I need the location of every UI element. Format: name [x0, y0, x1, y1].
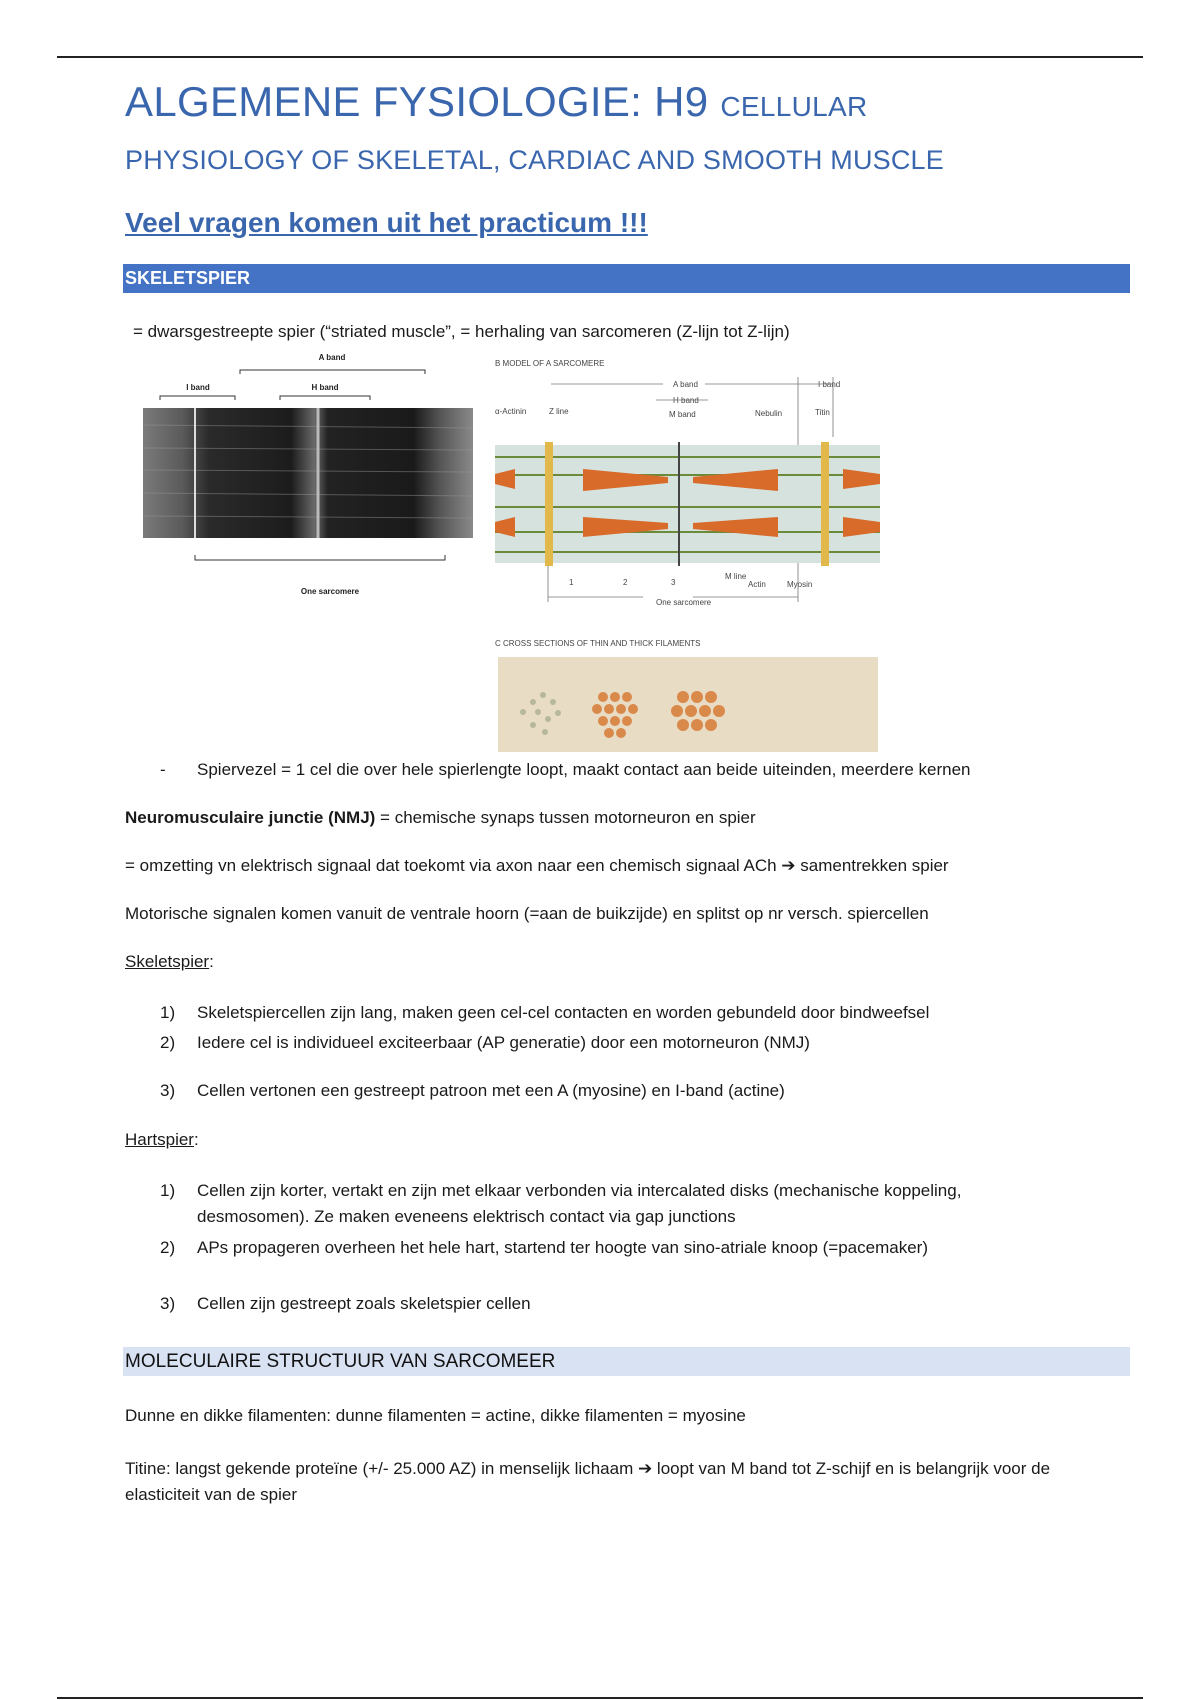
skeletspier-heading: Skeletspier:	[125, 952, 214, 971]
list-item: 3) Cellen vertonen een gestreept patroon met een A (myosine) en I-band (actine)	[160, 1081, 785, 1100]
section-heading-sarcomeer: MOLECULAIRE STRUCTUUR VAN SARCOMEER	[123, 1347, 1130, 1376]
motor-signals-line: Motorische signalen komen vanuit de ventrale hoorn (=aan de buikzijde) en splitst op nr versch. spiercellen	[125, 904, 929, 923]
panel-b-label: B MODEL OF A SARCOMERE	[495, 359, 605, 368]
nmj-line	[125, 807, 756, 829]
practicum-note: Veel vragen komen uit het practicum !!!	[125, 207, 648, 238]
list-item: 1) Cellen zijn korter, vertakt en zijn met elkaar verbonden via intercalated disks (mechanische koppeling, desmosomen). Ze maken eveneens elektrisch contact via gap junctions	[160, 1181, 962, 1226]
label-i-band-model: I band	[818, 380, 841, 389]
sarcomere-micrograph	[140, 350, 480, 605]
label-h-band-model: H band	[673, 396, 699, 405]
bullet-spiervezel: Spiervezel = 1 cel die over hele spierlengte loopt, maakt contact aan beide uiteinden, meerdere kernen	[197, 760, 971, 779]
bullet-dash: -	[160, 760, 166, 779]
label-one-sarcomere: One sarcomere	[300, 587, 360, 596]
title-suffix: CELLULAR	[720, 91, 868, 122]
label-nebulin: Nebulin	[755, 409, 783, 418]
intro-line: = dwarsgestreepte spier (“striated muscle”, = herhaling van sarcomeren (Z-lijn tot Z-lijn)	[133, 322, 790, 341]
section-heading-skeletspier: SKELETSPIER	[123, 264, 1130, 293]
arrow-icon: ➔	[781, 856, 796, 875]
label-n1: 1	[569, 578, 574, 587]
nmj-definition: = chemische synaps tussen motorneuron en spier	[375, 808, 756, 827]
label-actin: Actin	[748, 580, 766, 589]
label-titin: Titin	[815, 408, 830, 417]
label-alpha-actinin: α-Actinin	[495, 407, 527, 416]
label-a-band: A band	[318, 353, 346, 362]
label-z-line: Z line	[549, 407, 569, 416]
label-n3: 3	[671, 578, 676, 587]
bottom-rule	[57, 1697, 1143, 1699]
label-i-band: I band	[186, 383, 210, 392]
nmj-term: Neuromusculaire junctie (NMJ)	[125, 808, 376, 827]
list-item: 2) Iedere cel is individueel exciteerbaar (AP generatie) door een motorneuron (NMJ)	[160, 1033, 810, 1052]
arrow-icon: ➔	[637, 1459, 653, 1478]
label-m-line: M line	[725, 572, 747, 581]
page-title: ALGEMENE FYSIOLOGIE: H9 CELLULAR	[125, 78, 868, 125]
list-item: 2) APs propageren overheen het hele hart, startend ter hoogte van sino-atriale knoop (=pacemaker)	[160, 1238, 928, 1257]
conversion-line: = omzetting vn elektrisch signaal dat toekomt via axon naar een chemisch signaal ACh ➔ samentrekken spier	[125, 856, 949, 875]
sarcomere-model-diagram	[493, 357, 888, 757]
titine-line: Titine: langst gekende proteïne (+/- 25.000 AZ) in menselijk lichaam ➔ loopt van M band tot Z-schijf en is belangrijk voor de elasticiteit van de spier	[125, 1459, 1051, 1504]
label-a-band-model: A band	[673, 380, 698, 389]
panel-c-label: C CROSS SECTIONS OF THIN AND THICK FILAMENTS	[495, 639, 701, 648]
filaments-line: Dunne en dikke filamenten: dunne filamenten = actine, dikke filamenten = myosine	[125, 1406, 746, 1425]
label-h-band: H band	[311, 383, 339, 392]
list-item: 3) Cellen zijn gestreept zoals skeletspier cellen	[160, 1294, 531, 1313]
label-one-sarcomere-model: One sarcomere	[656, 598, 712, 607]
label-n2: 2	[623, 578, 628, 587]
top-rule	[57, 56, 1143, 58]
label-m-band-model: M band	[669, 410, 696, 419]
label-myosin: Myosin	[787, 580, 813, 589]
page-subtitle: PHYSIOLOGY OF SKELETAL, CARDIAC AND SMOOTH MUSCLE	[125, 145, 944, 175]
list-item: 1) Skeletspiercellen zijn lang, maken geen cel-cel contacten en worden gebundeld door bindweefsel	[160, 1003, 930, 1022]
hartspier-heading: Hartspier:	[125, 1130, 199, 1149]
